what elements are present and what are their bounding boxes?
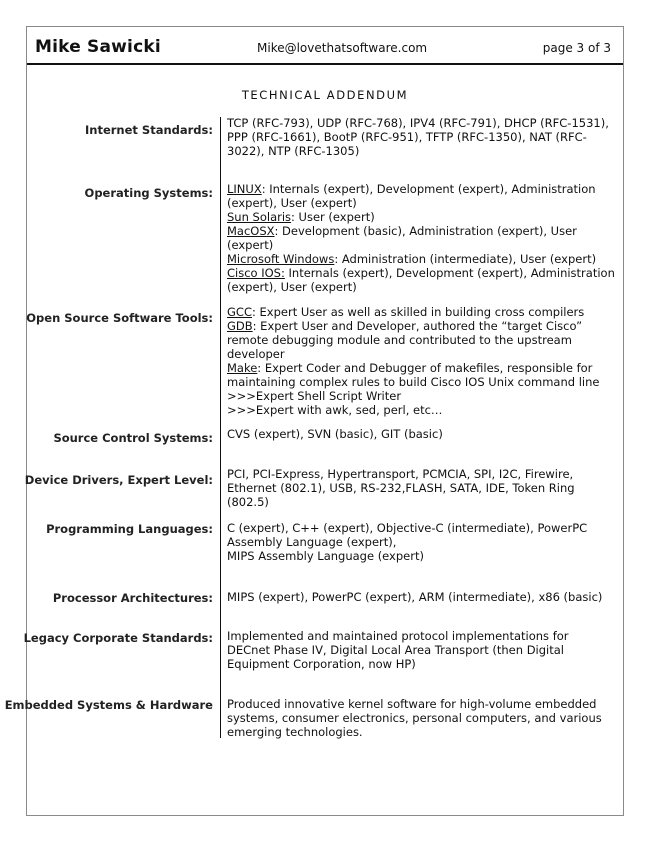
- os-name: MacOSX: [227, 224, 275, 238]
- os-name: Sun Solaris: [227, 210, 292, 224]
- tool-item: [227, 305, 615, 319]
- page-header: [27, 27, 623, 63]
- os-name: Cisco IOS:: [227, 266, 285, 280]
- tool-name: Make: [227, 361, 258, 375]
- legacy-standards-content: Implemented and maintained protocol implementations for DECnet Phase IV, Digital Local Area Transport (then Digital Equipment Corporation, now HP): [227, 629, 569, 671]
- language-line: C (expert), C++ (expert), Objective-C (intermediate), PowerPC Assembly Language (expert),: [227, 521, 588, 549]
- device-drivers-label: Device Drivers, Expert Level:: [24, 473, 213, 487]
- os-item: [227, 224, 615, 252]
- tool-extra: >>>Expert Shell Script Writer: [227, 389, 402, 403]
- os-item: [227, 182, 615, 210]
- open-source-tools-content: [227, 305, 615, 417]
- device-drivers-content: PCI, PCI-Express, Hypertransport, PCMCIA, SPI, I2C, Firewire, Ethernet (802.1), USB, RS-232,FLASH, SATA, IDE, Token Ring (802.5): [227, 467, 575, 509]
- os-item: [227, 252, 615, 266]
- embedded-systems-label: Embedded Systems & Hardware: [4, 698, 213, 712]
- tool-desc: : Expert User as well as skilled in building cross compilers: [251, 305, 585, 319]
- author-email: Mike@lovethatsoftware.com: [257, 41, 428, 55]
- os-desc: Internals (expert), Development (expert), Administration (expert), User (expert): [227, 266, 615, 294]
- language-line: MIPS Assembly Language (expert): [227, 549, 424, 563]
- author-name: Mike Sawicki: [35, 37, 161, 57]
- embedded-systems-content: Produced innovative kernel software for high-volume embedded systems, consumer electronics, personal computers, and various emerging technologies.: [227, 697, 602, 739]
- tool-name: GDB: [227, 319, 253, 333]
- operating-systems-label: Operating Systems:: [84, 186, 213, 200]
- processor-architectures-label: Processor Architectures:: [52, 591, 213, 605]
- programming-languages-label: Programming Languages:: [46, 522, 213, 536]
- resume-page: [4, 26, 624, 816]
- os-name: LINUX: [227, 182, 262, 196]
- tool-name: GCC: [227, 305, 252, 319]
- tool-desc: : Expert User and Developer, authored the “target Cisco” remote debugging module and contributed to the upstream developer: [227, 319, 583, 361]
- header-divider: [27, 63, 623, 65]
- processor-architectures-content: MIPS (expert), PowerPC (expert), ARM (intermediate), x86 (basic): [227, 590, 603, 604]
- source-control-label: Source Control Systems:: [53, 431, 213, 445]
- programming-languages-content: [227, 521, 615, 563]
- legacy-standards-label: Legacy Corporate Standards:: [23, 631, 213, 645]
- section-title: TECHNICAL ADDENDUM: [241, 88, 409, 102]
- tool-item: [227, 361, 615, 389]
- page-number: page 3 of 3: [542, 41, 611, 55]
- os-desc: : User (expert): [291, 210, 375, 224]
- tool-item: [227, 319, 615, 361]
- os-desc: : Development (basic), Administration (expert), User (expert): [227, 224, 577, 252]
- tool-desc: : Expert Coder and Debugger of makefiles, responsible for maintaining complex rules to build Cisco IOS Unix command line: [227, 361, 600, 389]
- internet-standards-content: TCP (RFC-793), UDP (RFC-768), IPV4 (RFC-791), DHCP (RFC-1531), PPP (RFC-1661), BootP (RFC-951), TFTP (RFC-1350), NAT (RFC-3022), NTP (RFC-1305): [227, 116, 609, 158]
- os-desc: : Internals (expert), Development (expert), Administration (expert), User (expert): [227, 182, 596, 210]
- internet-standards-label: Internet Standards:: [85, 123, 213, 137]
- column-separator: [220, 117, 221, 738]
- operating-systems-content: [227, 182, 615, 294]
- os-item: [227, 210, 615, 224]
- os-desc: : Administration (intermediate), User (expert): [334, 252, 597, 266]
- open-source-tools-label: Open Source Software Tools:: [26, 311, 213, 325]
- os-name: Microsoft Windows: [227, 252, 335, 266]
- tool-extra: >>>Expert with awk, sed, perl, etc…: [227, 403, 443, 417]
- os-item: [227, 266, 615, 294]
- source-control-content: CVS (expert), SVN (basic), GIT (basic): [227, 427, 443, 441]
